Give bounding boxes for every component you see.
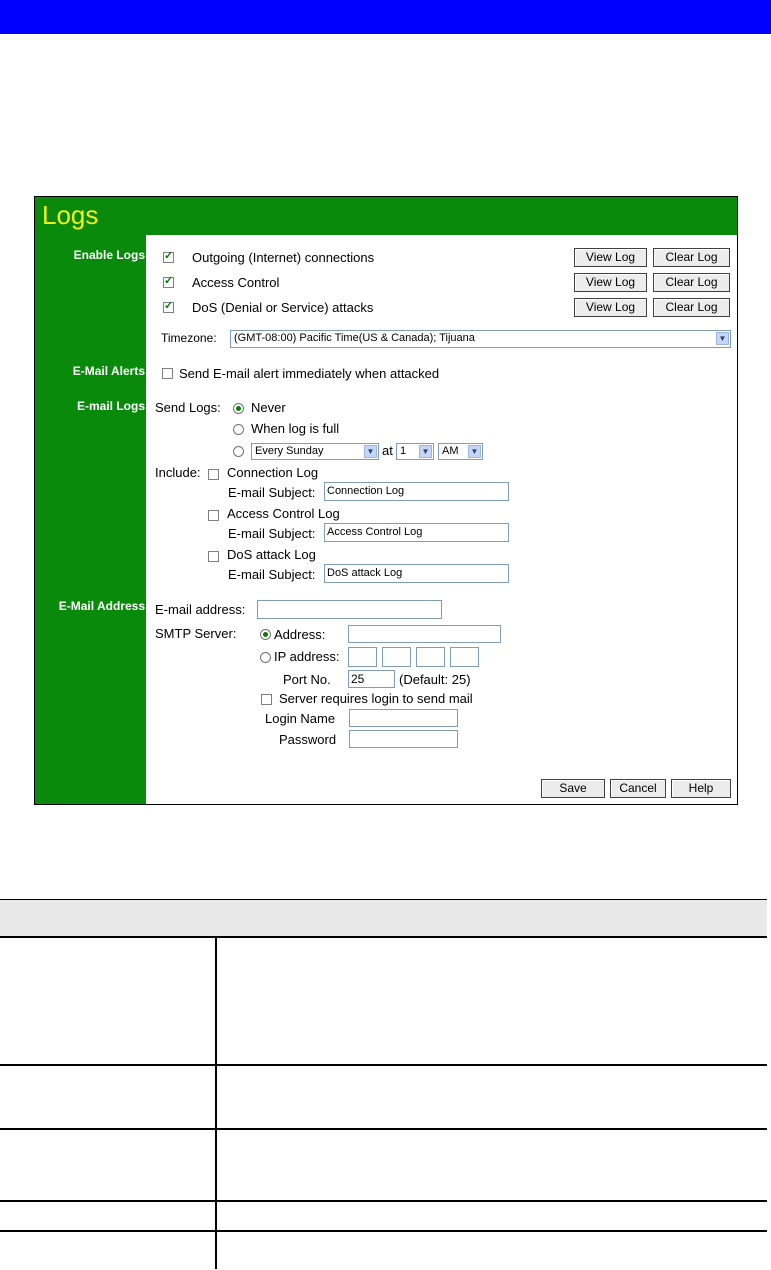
smtp-address-radio[interactable]	[260, 629, 271, 640]
timezone-select[interactable]	[230, 330, 731, 348]
login-name-input[interactable]	[349, 709, 458, 727]
timezone-label: Timezone:	[161, 331, 217, 345]
section-email-logs: E-mail Logs	[76, 399, 145, 413]
schedule-ampm-value: AM	[442, 445, 459, 457]
table-row	[0, 1202, 767, 1232]
port-default-label: (Default: 25)	[399, 672, 471, 687]
send-schedule-radio[interactable]	[233, 446, 244, 457]
email-alert-label: Send E-mail alert immediately when attacked	[179, 366, 440, 381]
logs-panel	[34, 196, 738, 805]
ip-octet-4-input[interactable]	[450, 647, 479, 667]
email-alert-checkbox[interactable]	[162, 368, 173, 379]
smtp-server-label: SMTP Server:	[155, 626, 237, 641]
top-banner	[0, 0, 771, 34]
outgoing-connections-checkbox[interactable]	[163, 252, 174, 263]
server-login-checkbox[interactable]	[261, 694, 272, 705]
access-control-checkbox[interactable]	[163, 277, 174, 288]
schedule-day-select[interactable]	[251, 443, 379, 460]
connection-log-subject-label: E-mail Subject:	[228, 485, 316, 500]
at-label: at	[382, 443, 393, 458]
ip-octet-2-input[interactable]	[382, 647, 411, 667]
section-email-alerts: E-Mail Alerts	[72, 364, 145, 378]
password-label: Password	[279, 732, 337, 747]
dos-attack-log-subject-label: E-mail Subject:	[228, 567, 316, 582]
schedule-ampm-select[interactable]	[438, 443, 483, 460]
view-log-access-button[interactable]: View Log	[574, 273, 647, 292]
table-row	[0, 1232, 767, 1266]
email-address-label: E-mail address:	[155, 602, 246, 617]
clear-log-dos-button[interactable]: Clear Log	[653, 298, 730, 317]
send-when-full-label: When log is full	[251, 421, 340, 436]
access-control-log-checkbox[interactable]	[208, 510, 219, 521]
access-control-label: Access Control	[192, 275, 280, 290]
access-control-log-subject-input[interactable]: Access Control Log	[324, 523, 509, 542]
table-row	[0, 1130, 767, 1202]
email-address-input[interactable]	[257, 600, 442, 619]
timezone-value: (GMT-08:00) Pacific Time(US & Canada); Tijuana	[234, 332, 475, 344]
table-row	[0, 936, 767, 1066]
sidebar	[35, 197, 146, 804]
section-enable-logs: Enable Logs	[73, 248, 145, 262]
view-log-outgoing-button[interactable]: View Log	[574, 248, 647, 267]
port-label: Port No.	[283, 672, 331, 687]
chevron-down-icon: ▼	[364, 445, 377, 458]
port-input[interactable]: 25	[348, 670, 395, 688]
schedule-day-value: Every Sunday	[255, 445, 324, 457]
dos-attack-log-label: DoS attack Log	[227, 547, 316, 562]
table-header	[0, 899, 767, 938]
access-control-log-label: Access Control Log	[227, 506, 340, 521]
connection-log-label: Connection Log	[227, 465, 319, 480]
smtp-address-label: Address:	[274, 627, 326, 642]
send-never-label: Never	[251, 400, 286, 415]
clear-log-outgoing-button[interactable]: Clear Log	[653, 248, 730, 267]
ip-octet-1-input[interactable]	[348, 647, 377, 667]
dos-attacks-label: DoS (Denial or Service) attacks	[192, 300, 374, 315]
password-input[interactable]	[349, 730, 458, 748]
login-name-label: Login Name	[265, 711, 336, 726]
access-control-log-subject-label: E-mail Subject:	[228, 526, 316, 541]
schedule-hour-select[interactable]	[396, 443, 434, 460]
smtp-address-input[interactable]	[348, 625, 501, 643]
send-never-radio[interactable]	[233, 403, 244, 414]
title-bar	[35, 197, 737, 235]
chevron-down-icon: ▼	[419, 445, 432, 458]
include-label: Include:	[155, 465, 201, 480]
send-when-full-radio[interactable]	[233, 424, 244, 435]
dos-attack-log-subject-input[interactable]: DoS attack Log	[324, 564, 509, 583]
server-login-label: Server requires login to send mail	[279, 691, 473, 706]
connection-log-subject-input[interactable]: Connection Log	[324, 482, 509, 501]
view-log-dos-button[interactable]: View Log	[574, 298, 647, 317]
clear-log-access-button[interactable]: Clear Log	[653, 273, 730, 292]
table-row	[0, 1066, 767, 1130]
send-logs-label: Send Logs:	[155, 400, 221, 415]
smtp-ip-radio[interactable]	[260, 652, 271, 663]
save-button[interactable]: Save	[541, 779, 605, 798]
page-title: Logs	[42, 200, 99, 230]
schedule-hour-value: 1	[400, 445, 407, 457]
connection-log-checkbox[interactable]	[208, 469, 219, 480]
ip-octet-3-input[interactable]	[416, 647, 445, 667]
outgoing-connections-label: Outgoing (Internet) connections	[192, 250, 375, 265]
dos-attacks-checkbox[interactable]	[163, 302, 174, 313]
section-email-address: E-Mail Address	[58, 599, 145, 613]
chevron-down-icon: ▼	[716, 332, 729, 345]
smtp-ip-label: IP address:	[274, 649, 340, 664]
help-button[interactable]: Help	[671, 779, 731, 798]
dos-attack-log-checkbox[interactable]	[208, 551, 219, 562]
chevron-down-icon: ▼	[468, 445, 481, 458]
cancel-button[interactable]: Cancel	[610, 779, 666, 798]
